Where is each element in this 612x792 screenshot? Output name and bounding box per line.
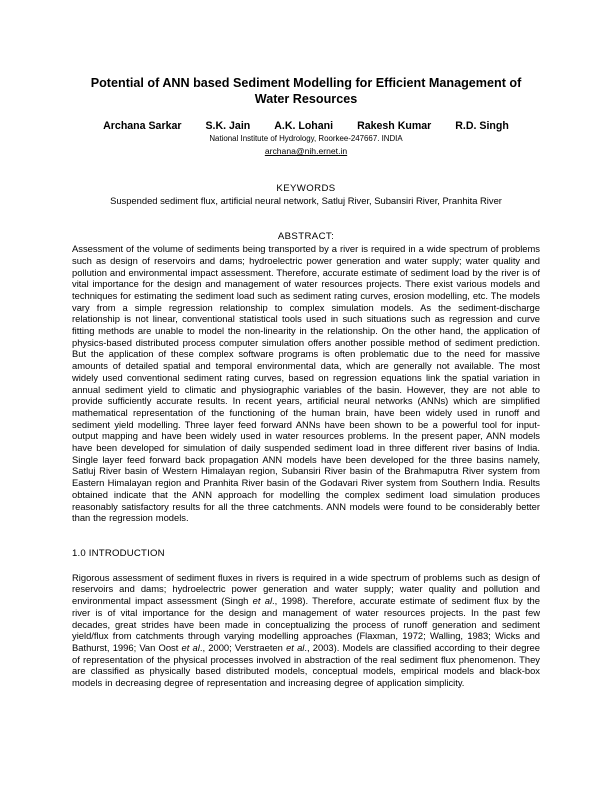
author-name: Archana Sarkar [103,120,182,132]
affiliation: National Institute of Hydrology, Roorkee-247667. INDIA [209,134,403,143]
abstract-heading: ABSTRACT: [277,231,335,243]
author-list [72,120,540,132]
email-link[interactable]: archana@nih.ernet.in [264,146,348,156]
paper-title: Potential of ANN based Sediment Modelling for Efficient Management of Water Resources [90,76,522,106]
author-name: Rakesh Kumar [357,120,432,132]
keywords-heading: KEYWORDS [276,183,336,194]
introduction-text: Rigorous assessment of sediment fluxes in rivers is required in a wide spectrum of problems such as design of reservoirs and dams; hydroelectric power generation and water supply; water quality and pollution and environmental impact assessment (Singh et al., 1998). Therefore, accurate estimate of sediment flux by the river is of vital importance for the design and management of water resources projects. In the past few decades, great strides have been made in conceptualizing the process of runoff generation and sediment yield/flux from catchments through varying modelling approaches (Flaxman, 1972; Walling, 1983; Wicks and Bathurst, 1996; Van Oost et al., 2000; Verstraeten et al., 2003). Models are classified according to their degree of representation of the physical processes involved in abstraction of the real sediment flux phenomenon. They are classified as physically based distributed models, conceptual models, empirical models and black-box models in decreasing degree of representation and increasing degree of application simplicity. [72,571,540,689]
author-name: A.K. Lohani [274,120,334,132]
author-name: S.K. Jain [205,120,251,132]
introduction-heading: 1.0 INTRODUCTION [72,547,165,559]
abstract-text: Assessment of the volume of sediments being transported by a river is required in a wide spectrum of problems such as design of reservoirs and dams; hydroelectric power generation and water supply; water quality and pollution and environmental impact assessment. Therefore, accurate estimate of sediment load by the river is of vital importance for the design and management of water resources projects. There exist various models and techniques for estimating the sediment load such as sediment rating curves, erosion modelling, etc. The models vary from a simple regression relationship to complex simulation models. As the sediment-discharge relationship is not linear, conventional statistical tools used in such situations such as regression and curve fitting methods are unable to model the non-linearity in the relationship. On the other hand, the application of physics-based distributed process computer simulation offers another possible method of sediment prediction. But the application of these complex software programs is often problematic due to the need for massive amounts of detailed spatial and temporal environmental data, which are generally not available. The most widely used conventional sediment rating curves, based on regression equations link the spatial variation in annual sediment yield to climatic and physiographic variables of the basin. However, they are not able to provide sufficiently accurate results. In recent years, artificial neural networks (ANNs) which are simplified mathematical representation of the functioning of the human brain, have been widely used in runoff and sediment yield modelling. Three layer feed forward ANNs have been shown to be a powerful tool for input-output mapping and have been widely used in water resources problems. In the present paper, ANN models have been developed for simulation of daily suspended sediment load in three different river basins of India. Single layer feed forward back propagation ANN models have been developed for the three basins namely, Satluj River basin of Western Himalayan region, Subansiri River basin of the Brahmaputra River system from Eastern Himalayan region and Pranhita River basin of the Godavari River system from Southern India. Results obtained indicate that the ANN approach for modelling the complex sediment load simulation produces reasonably satisfactory results for all the three catchments. ANN models were found to be considerably better than the regression models. [72,243,540,524]
keywords-text: Suspended sediment flux, artificial neural network, Satluj River, Subansiri River, Pranhita River [110,194,502,206]
email-row [72,144,540,157]
author-name: R.D. Singh [455,120,509,132]
